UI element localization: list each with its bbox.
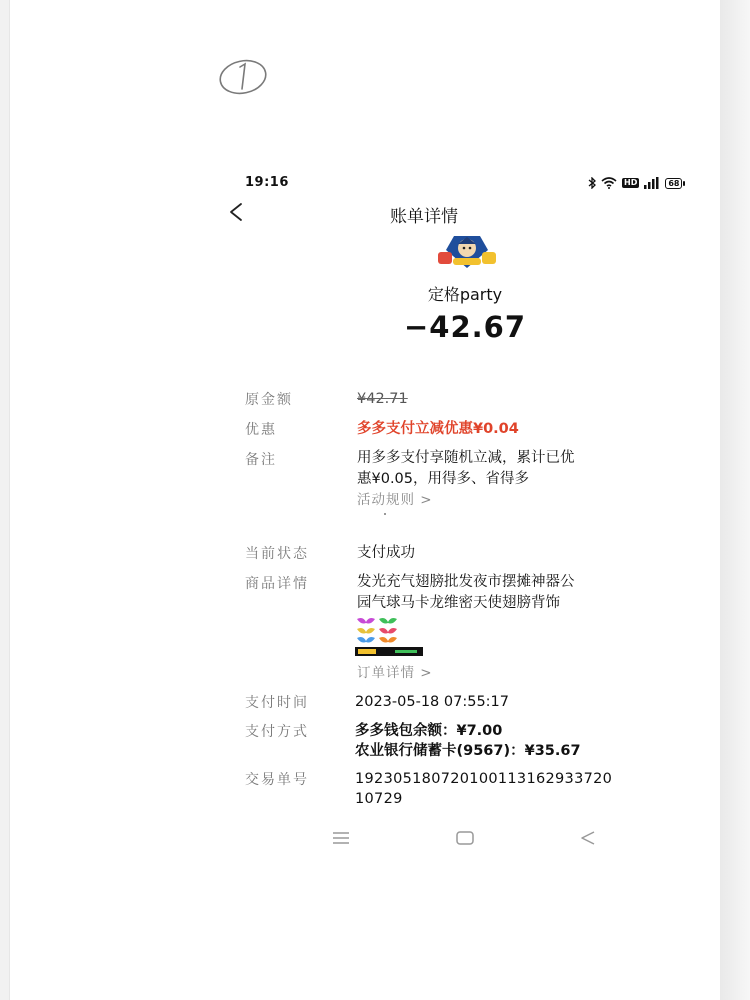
scan-margin-left — [0, 0, 10, 1000]
remark-line-2: 惠¥0.05，用得多、省得多 — [357, 471, 530, 487]
remark-line-1: 用多多支付享随机立减，累计已优 — [357, 450, 575, 466]
bluetooth-icon — [588, 177, 596, 189]
pay-method-line-2: 农业银行储蓄卡(9567)：¥35.67 — [355, 743, 581, 759]
order-details-link[interactable]: 订单详情 > — [357, 665, 433, 681]
battery-level: 68 — [665, 178, 682, 189]
scan-margin-right — [720, 0, 750, 1000]
system-nav-bar — [300, 825, 620, 855]
transaction-amount: −42.67 — [403, 310, 527, 344]
home-icon[interactable] — [456, 830, 474, 849]
pay-time-value: 2023-05-18 07:55:17 — [355, 694, 509, 710]
status-time: 19:16 — [245, 175, 289, 190]
back-triangle-icon[interactable] — [580, 830, 596, 849]
merchant-avatar — [436, 232, 498, 270]
trade-number-label: 交易单号 — [245, 772, 309, 788]
merchant-name: 定格party — [427, 285, 503, 304]
trade-number-line-2: 10729 — [355, 791, 403, 807]
pay-method-label: 支付方式 — [245, 724, 309, 740]
signal-icon — [644, 177, 660, 189]
pay-method-line-1: 多多钱包余额：¥7.00 — [355, 723, 503, 739]
activity-rules-link[interactable]: 活动规则 > — [357, 492, 433, 508]
battery-icon — [665, 178, 685, 189]
discount-value: 多多支付立减优惠¥0.04 — [357, 421, 519, 437]
trade-number-line-1: 192305180720100113162933720 — [355, 771, 613, 787]
product-line-1: 发光充气翅膀批发夜市摆摊神器公 — [357, 574, 575, 590]
product-label: 商品详情 — [245, 576, 309, 592]
scan-dot — [384, 513, 386, 515]
original-amount-value: ¥42.71 — [357, 391, 408, 407]
pay-time-label: 支付时间 — [245, 695, 309, 711]
page-title: 账单详情 — [390, 207, 458, 227]
wifi-icon — [601, 177, 617, 189]
remark-label: 备注 — [245, 452, 277, 468]
hd-icon: HD — [624, 178, 638, 187]
status-value: 支付成功 — [357, 545, 415, 561]
original-amount-label: 原金额 — [245, 392, 293, 408]
chevron-left-icon — [222, 196, 252, 230]
handwritten-circled-one — [212, 55, 272, 100]
discount-label: 优惠 — [245, 422, 277, 438]
product-line-2: 园气球马卡龙维密天使翅膀背饰 — [357, 595, 560, 611]
back-button[interactable] — [222, 196, 252, 230]
menu-icon[interactable] — [332, 830, 350, 849]
status-label: 当前状态 — [245, 546, 309, 562]
product-thumbnail[interactable] — [355, 616, 423, 656]
status-icons — [588, 176, 685, 190]
